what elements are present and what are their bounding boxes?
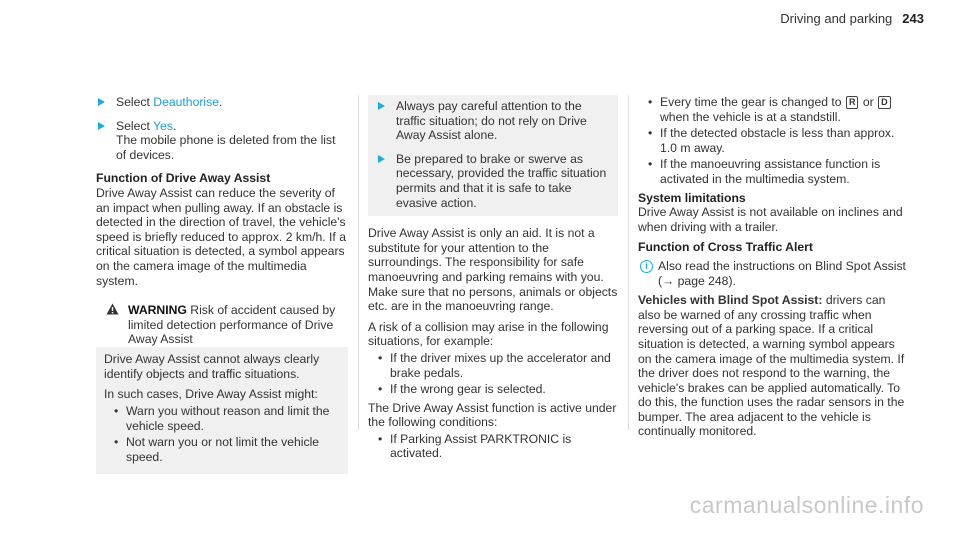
step-result: The mobile phone is deleted from the list of devices. [116,133,336,162]
watermark: carmanualsonline.info [689,492,924,518]
step-text: Always pay careful attention to the traffic situation; do not rely on Drive Away Assist alone. [396,99,587,143]
bullet-icon: • [378,350,383,365]
warning-header [96,302,348,347]
paragraph-text: drivers can also be warned of any crossing traffic when reversing out of a parking space. If a critical situation is detected, a warning symbol appears on the camera image of the multimedia system. If the driver does not respond to the warning, the vehicle's brakes can be applied automatically. To do this, the function uses the radar sensors in the bumper. The area adjacent to the vehicle is continually monitored. [638,293,905,439]
list-item [638,157,910,186]
warning-body [96,347,348,474]
list-item-text: or [859,95,878,109]
bullet-icon: • [648,126,653,141]
warning-paragraph: In such cases, Drive Away Assist might: [104,387,318,402]
menu-item-yes[interactable]: Yes [153,118,173,133]
gear-r-icon: R [846,96,859,109]
bullet-icon: • [114,435,119,450]
page-number: 243 [902,11,924,26]
list-item-text: Not warn you or not limit the vehicle speed. [126,435,320,464]
instruction-step [376,152,610,210]
warning-title: Risk of accident caused by limited detection performance of Drive Away Assist [128,303,336,347]
warning-list [104,404,340,464]
list-item [638,95,910,124]
column-2 [368,95,618,465]
step-text: Be prepared to brake or swerve as necessary, provided the traffic situation permits and that it is safe to take evasive action. [396,151,607,210]
info-text[interactable]: Also read the instructions on Blind Spot Assist (→ page 248). [658,258,906,288]
warning-continuation [368,95,618,216]
bullet-icon: • [378,382,383,397]
step-text: Select [116,118,154,133]
list-item [104,435,340,464]
condition-list [368,432,618,461]
list-item [368,432,618,461]
column-divider [358,95,359,430]
gear-d-icon: D [878,96,891,109]
column-3 [638,95,910,439]
column-divider [628,95,629,430]
instruction-step [376,99,610,143]
list-item-text: Warn you without reason and limit the vehicle speed. [126,403,330,433]
info-note [638,259,910,288]
step-arrow-icon [98,122,105,130]
paragraph: A risk of a collision may arise in the following situations, for example: [368,319,609,349]
section-heading: Function of Drive Away Assist [96,171,271,186]
paragraph: Drive Away Assist is only an aid. It is not a substitute for your attention to the surroundings. The responsibility for safe manoeuvring and parking remains with you. Make sure that no persons, animals or objects etc. are in the manoeuvring range. [368,226,618,314]
list-item-text: If Parking Assist PARKTRONIC is activated. [390,431,572,461]
subsection-heading: Vehicles with Blind Spot Assist: [638,293,823,308]
bullet-icon: • [648,95,653,109]
step-text: . [218,95,223,109]
bullet-icon: • [648,157,653,172]
step-text: . [172,118,177,133]
menu-item-deauthorise[interactable]: Deauthorise [153,95,219,109]
list-item-text: If the detected obstacle is less than approx. 1.0 m away. [660,126,895,155]
list-item-text: when the vehicle is at a standstill. [660,109,841,124]
list-item-text: If the wrong gear is selected. [390,382,546,397]
list-item-text: If the manoeuvring assistance function is activated in the multimedia system. [660,157,881,186]
section-body [638,293,910,439]
warning-box [96,302,348,474]
chapter-title: Driving and parking [780,11,893,26]
instruction-step [96,119,348,163]
section-body: Drive Away Assist is not available on inclines and when driving with a trailer. [638,205,903,234]
bullet-icon: • [378,431,383,446]
list-item-text: If the driver mixes up the accelerator and brake pedals. [390,350,611,380]
bullet-icon: • [114,403,119,418]
warning-triangle-icon [106,303,119,315]
warning-label: WARNING [128,303,187,318]
step-arrow-icon [378,155,385,163]
section-heading: System limitations [638,190,746,205]
column-1 [96,95,348,474]
instruction-step [96,95,348,110]
step-arrow-icon [98,98,105,106]
section-body: Drive Away Assist can reduce the severity of an impact when pulling away. If an obstacle is detected in the direction of travel, the vehicle's speed is briefly reduced to approx. 2 km/h. If a critical situation is detected, a symbol appears on the camera image of the multimedia system. [96,185,346,288]
info-icon: i [640,260,653,273]
warning-paragraph: Drive Away Assist cannot always clearly identify objects and traffic situations. [104,352,320,381]
situation-list [368,351,618,397]
condition-list [638,95,910,187]
list-item [368,351,618,380]
list-item [104,404,340,433]
step-arrow-icon [378,102,385,110]
list-item [368,382,618,397]
paragraph: The Drive Away Assist function is active under the following conditions: [368,400,617,430]
section-heading: Function of Cross Traffic Alert [638,240,813,255]
step-text: Select [116,95,154,109]
list-item [638,126,910,155]
list-item-text: Every time the gear is changed to [660,95,845,109]
page-header [780,12,924,27]
